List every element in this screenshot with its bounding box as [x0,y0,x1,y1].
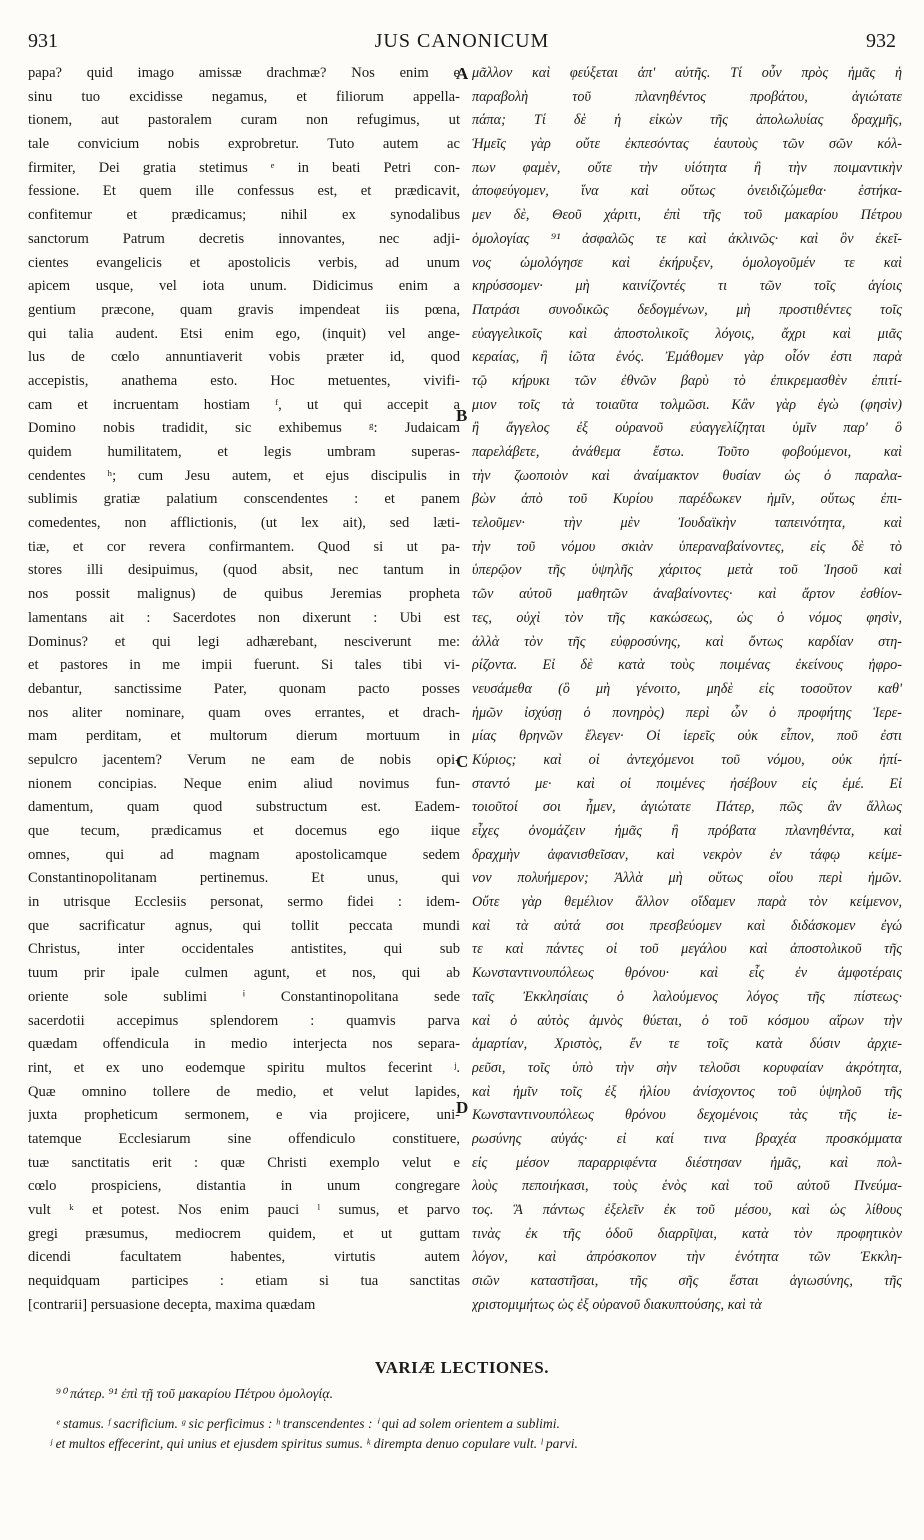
latin-text-line: confitemur et prædicamus; nihil ex synodalibus [28,207,460,224]
greek-text-line: κεραίας, ἢ ἰῶτα ἑνός. Ἐμάθομεν γὰρ οἷόν ἐστι παρὰ [472,349,902,366]
latin-text-line: tatemque Ecclesiarum sine offendiculo constituere, [28,1130,460,1147]
greek-text-line: σταντό με· καὶ οἱ ποιμένες ἠσέβουν εἰς ἐμέ. Εἰ [472,775,902,792]
latin-text-line: nequidquam participes : etiam si tua sanctitas [28,1273,460,1290]
latin-text-line: quædam offendicula in medio interjecta nos separa- [28,1036,460,1053]
latin-text-line: nionem concipias. Neque enim aliud novimus fun- [28,775,460,792]
greek-text-line: ὑπερῷον τῆς ὑψηλῆς χάριτος μετὰ τοῦ Ἰησοῦ καὶ [472,562,902,579]
greek-text-line: καὶ τὰ αὐτά σοι πρεσβεύομεν καὶ διδάσκομεν ἐγώ [472,917,902,934]
latin-text-line: damentum, quam quod substructum est. Eadem- [28,799,460,816]
greek-text-line: καὶ ὁ αὐτὸς ἀμνὸς θύεται, ὁ τοῦ κόσμου αἴρων τὴν [472,1012,902,1029]
greek-text-line: ἢ ἄγγελος ἐξ οὐρανοῦ εὐαγγελίζηται ὑμῖν παρ' ὃ [472,420,902,437]
greek-text-line: κηρύσσομεν· μὴ καινίζοντές τι τῶν τοῖς ἁγίοις [472,278,902,295]
greek-text-line: ἀποφεύγομεν, ἵνα καὶ οὕτως ὀνειδιζώμεθα· ἑστήκα- [472,183,902,200]
margin-marker-c: C [456,752,469,771]
latin-text-line: sublimis gratiæ palatium conscendentes : et panem [28,491,460,508]
latin-text-line: juxta propheticum sermonem, e via projicere, uni- [28,1107,460,1124]
greek-text-line: ρωσύνης αὐγάς· εἰ καί τινα βραχέα προσκόμματα [472,1130,902,1147]
latin-text-line: rint, et ex uno eodemque spiritu multos fecerint ʲ. [28,1059,460,1076]
greek-text-line: ρίζοντα. Εἰ δὲ κατὰ τοὺς ποιμένας ἐκείνους ἠφρο- [472,657,902,674]
greek-text-line: σιῶν καταστῆσαι, τῆς σῆς ἔσται ἁγιωσύνης, τῆς [472,1273,902,1290]
latin-text-line: nos possit malignus) de quibus Jeremias propheta [28,586,460,603]
latin-variant-note-1: ᵉ stamus. ᶠ sacrificium. ᵍ sic perficimus : ʰ transcendentes : ⁱ qui ad solem orientem a sublimi. [56,1416,560,1431]
latin-text-line: stores illi desipuimus, (quod absit, nec tantum in [28,562,460,579]
latin-text-line: cam et incruentam hostiam ᶠ, ut qui accepit a [28,396,460,413]
latin-text-line: qui talia audent. Etsi enim ego, (inquit) vel ange- [28,325,460,342]
latin-text-line: que sacrificatur agnus, qui tollit peccata mundi [28,917,460,934]
latin-text-line: gentium præcone, quam gravis impendeat iis pœna, [28,301,460,318]
page-number-right: 932 [866,30,896,52]
greek-variant-note: ⁹⁰ πάτερ. ⁹¹ ἐπὶ τῇ τοῦ μακαρίου Πέτρου ὁμολογίᾳ. [56,1387,334,1402]
latin-text-line: quidem humilitatem, et legis umbram superas- [28,444,460,460]
latin-text-line: nos aliter nominare, quam oves errantes, et drach- [28,704,460,721]
greek-text-line: εὐαγγελικοῖς καὶ ἀποστολικοῖς λόγοις, ἄχρι καὶ μιᾶς [472,325,902,342]
latin-text-line: mam perditam, et multorum dierum mortuum in [28,728,460,745]
greek-text-line: πων φαμὲν, οὔτε τὴν υἱότητα ἢ τὴν ποιμαντικὴν [472,159,902,176]
greek-text-line: εἰς μέσον παραρριφέντα διέστησαν ἡμᾶς, καὶ πολ- [472,1154,902,1171]
latin-text-line: tionem, aut pastoralem curam non refugimus, ut [28,112,460,129]
greek-text-line: εἶχες ὀνομάζειν ἡμᾶς ἢ πρόβατα πλανηθέντα, καὶ [472,823,902,839]
latin-text-line: in utrisque Ecclesiis personat, sermo fidei : idem- [28,894,460,911]
greek-text-line: παρελάβετε, ἀνάθεμα ἔστω. Τοῦτο φοβούμενοι, καὶ [472,444,902,460]
latin-text-line: [contrarii] persuasione decepta, maxima quædam [28,1296,316,1313]
greek-text-line: ἡμῶν ἰσχύσῃ ὁ πονηρὸς) περὶ ὧν ὁ προφήτης Ἱερε- [472,704,902,721]
greek-text-line: τε καὶ πάντες οἱ τοῦ μεγάλου καὶ ἀποστολικοῦ τῆς [472,941,902,958]
greek-text-line: μᾶλλον καὶ φεύξεται ἀπ' αὐτῆς. Τί οὖν πρὸς ἡμᾶς ἡ [472,65,902,81]
greek-text-line: ταῖς Ἐκκλησίαις ὁ λαλούμενος λόγος τῆς πίστεως· [472,988,902,1005]
variae-lectiones-heading: VARIÆ LECTIONES. [375,1358,549,1377]
latin-text-line: debantur, sanctissime Pater, quonam pacto posses [28,680,460,697]
latin-text-line: firmiter, Dei gratia stetimus ᵉ in beati Petri con- [28,159,460,176]
latin-text-line: que tecum, prædicamus et docemus ego iique [28,823,460,839]
greek-text-line: μιον τοῖς τὰ τοιαῦτα τολμῶσι. Κἂν γὰρ ἐγὼ (φησὶν) [472,396,902,413]
latin-text-line: sacerdotii accepimus splendorem : quamvis parva [28,1012,460,1029]
greek-text-line: λόγον, καὶ ἀπρόσκοπον τὴν ἑνότητα τῶν Ἐκκλη- [472,1249,902,1266]
latin-text-line: tuæ sanctitatis erit : quæ Christi exemplo velut e [28,1154,460,1171]
greek-text-line: τελοῦμεν· τὴν μὲν Ἰουδαϊκὴν ταπεινότητα, καὶ [472,515,902,532]
greek-text-line: νος ὡμολόγησε καὶ ἐκήρυξεν, ὁμολογοῦμέν τε καὶ [472,254,902,271]
margin-marker-b: B [456,406,468,425]
greek-text-line: μεν δὲ, Θεοῦ χάριτι, ἐπὶ τῆς τοῦ μακαρίου Πέτρου [472,207,902,224]
greek-text-line: τινὰς ἐκ τῆς ὁδοῦ διαρρῖψαι, κατὰ τὸν προφητικὸν [472,1225,902,1242]
greek-text-line: ρεῦσι, τοῖς ὑπὸ τὴν σὴν τελοῦσι κορυφαίαν ἀκρότητα, [472,1059,902,1076]
latin-text-line: cœlo prospiciens, distantia in unum congregare [28,1178,460,1195]
greek-text-line: Κωνσταντινουπόλεως θρόνου· καὶ εἷς ἐν ἀμφοτέραις [472,965,902,982]
greek-text-line: δραχμὴν ἀφανισθεῖσαν, καὶ νεκρὸν ἐν τάφῳ κείμε- [472,846,902,863]
latin-variant-note-2: ʲ et multos effecerint, qui unius et ejusdem spiritus sumus. ᵏ dirempta denuo copulare vult. ˡ parvi. [50,1436,578,1451]
latin-text-line: sanctorum Patrum decretis innovantes, nec adji- [28,230,460,247]
greek-text-line: πάπα; Τί δὲ ἡ εἰκὼν τῆς ἀπολωλυίας δραχμῆς, [472,112,902,129]
latin-text-line: vult ᵏ et potest. Nos enim pauci ˡ sumus, et parvo [28,1202,460,1218]
page-number-left: 931 [28,30,58,52]
latin-text-line: apicem usque, vel iota unum. Didicimus enim a [28,278,460,295]
greek-text-line: Οὔτε γὰρ θεμέλιον ἄλλον οἴδαμεν παρὰ τὸν κείμενον, [472,894,902,911]
latin-text-line: omnes, qui ad magnam apostolicamque sedem [28,846,460,863]
greek-text-line: τὴν ζωοποιὸν καὶ ἀναίμακτον θυσίαν ὡς ὁ παραλα- [472,467,902,484]
page-header [28,30,896,60]
greek-text-line: μίας θρηνῶν ἔλεγεν· Οἱ ἱερεῖς οὐκ εἶπον, ποῦ ἐστι [472,728,902,745]
greek-text-line: χριστομιμήτως ὡς ἐξ οὐρανοῦ διακυπτούσης, καὶ τὰ [472,1296,762,1313]
greek-text-line: τοιοῦτοί σοι ἦμεν, ἁγιώτατε Πάτερ, πῶς ἂν ἄλλως [472,799,902,816]
latin-column [28,62,460,1350]
latin-text-line: tuum prir ipale culmen agunt, et nos, qui ab [28,965,460,982]
latin-text-line: accepistis, anathema esto. Hoc metuentes, vivifi- [28,372,460,389]
greek-text-line: Πατράσι συνοδικῶς δεδογμένων, μὴ προστιθέντες τοῖς [472,301,902,318]
latin-text-line: Dominus? et qui legi adhærebant, nesciverunt me: [28,633,460,650]
latin-text-line: sepulcro jacentem? Verum ne eam de nobis opi- [28,751,460,768]
greek-text-line: ἀλλὰ τὸν τῆς εὐφροσύνης, καὶ ὄντως καρδίαν στη- [472,633,902,650]
greek-text-line: τος. Ἃ πάντως ἐξελεῖν ἐκ τοῦ μέσου, καὶ ὡς λίθους [472,1202,902,1218]
latin-text-line: sinu tuo excidisse negamus, et filiorum appella- [28,88,460,105]
latin-text-line: fessione. Et quem ille confessus est, et prædicavit, [28,183,460,200]
greek-text-line: λοὺς πεποιήκασι, τοὺς ἑνὸς καὶ τοῦ αὐτοῦ Πνεύμα- [472,1178,902,1195]
latin-text-line: Domino nobis tradidit, sic exhibemus ᵍ: Judaicam [28,420,460,437]
greek-column [472,62,902,1350]
latin-text-line: et pastores in me impii fuerunt. Si tales tibi vi- [28,657,460,674]
greek-text-line: Κωνσταντινουπόλεως θρόνου δεχομένοις τὰς τῆς ἱε- [472,1107,902,1124]
greek-text-line: Κύριος; καὶ οἱ ἀντεχόμενοι τοῦ νόμου, οὐκ ἠπί- [472,751,902,768]
latin-text-line: lamentans ait : Sacerdotes non dixerunt : Ubi est [28,609,460,626]
latin-text-line: cientes evangelicis et apostolicis verbis, ad unum [28,254,460,271]
latin-text-line: tale convicium nobis exprobretur. Tuto autem ac [28,136,460,153]
greek-text-line: Ἡμεῖς γὰρ οὔτε ἐκπεσόντας ἑαυτοὺς τῶν σῶν κόλ- [472,136,902,153]
greek-text-line: τὴν τοῦ νόμου σκιὰν ὑπεραναβαίνοντες, εἰς δὲ τὸ [472,538,902,555]
latin-text-line: dicendi facultatem habentes, virtutis autem [28,1249,460,1266]
greek-text-line: νον πολυήμερον; Ἀλλὰ μὴ οὕτως οἴου περὶ ἡμῶν. [472,870,902,887]
latin-text-line: gregi præsumus, mediocrem quidem, et ut guttam [28,1225,460,1242]
latin-text-line: oriente sole sublimi ⁱ Constantinopolitana sede [28,988,460,1005]
latin-text-line: comedentes, non afflictionis, (ut lex ait), sed læti- [28,515,460,532]
greek-text-line: ὁμολογίας ⁹¹ ἀσφαλῶς τε καὶ ἀκλινῶς· καὶ ὃν ἐκεῖ- [472,230,902,247]
greek-text-line: βὼν ἀπὸ τοῦ Κυρίου παρέδωκεν ἡμῖν, οὕτως ἐπι- [472,491,902,508]
latin-text-line: cendentes ʰ; cum Jesu autem, et ejus discipulis in [28,467,460,484]
greek-text-line: καὶ ἡμῖν τοῖς ἐξ ἡλίου ἀνίσχοντος τοῦ ὑψηλοῦ τῆς [472,1083,902,1100]
margin-marker-a: A [456,64,469,83]
latin-text-line: Constantinopolitanam pertinemus. Et unus, qui [28,870,460,887]
greek-text-line: παραβολὴ τοῦ πλανηθέντος προβάτου, ἁγιώτατε [472,88,902,105]
latin-text-line: Christus, inter occidentales antistites, qui sub [28,941,460,958]
greek-text-line: νευσάμεθα (ὃ μὴ γένοιτο, μηδὲ εἰς τοσοῦτον καθ' [472,680,902,697]
greek-text-line: τῷ κήρυκι τῶν ἐθνῶν βαρὺ τὸ ἐπικρεμασθὲν ἐπιτί- [472,372,902,389]
latin-text-line: papa? quid imago amissæ drachmæ? Nos enim e [28,65,460,81]
latin-text-line: Quæ omnino tollere de medio, et velut lapides, [28,1083,460,1100]
greek-text-line: τῶν αὐτοῦ μαθητῶν ἀναβαίνοντες· καὶ ἄρτον ἐσθίον- [472,586,902,603]
greek-text-line: τες, οὐχὶ τὸν τῆς κακώσεως, ὡς ὁ νόμος φησὶν, [472,609,902,626]
running-title: JUS CANONICUM [374,30,550,52]
latin-text-line: tiæ, et cor revera confirmantem. Quod si ut pa- [28,538,460,555]
margin-marker-d: D [456,1098,469,1117]
greek-text-line: ἁμαρτίαν, Χριστὸς, ἔν τε τοῖς κατὰ δύσιν ἀρχιε- [472,1036,902,1053]
latin-text-line: lus de cœlo annuntiaverit vobis præter id, quod [28,349,460,366]
